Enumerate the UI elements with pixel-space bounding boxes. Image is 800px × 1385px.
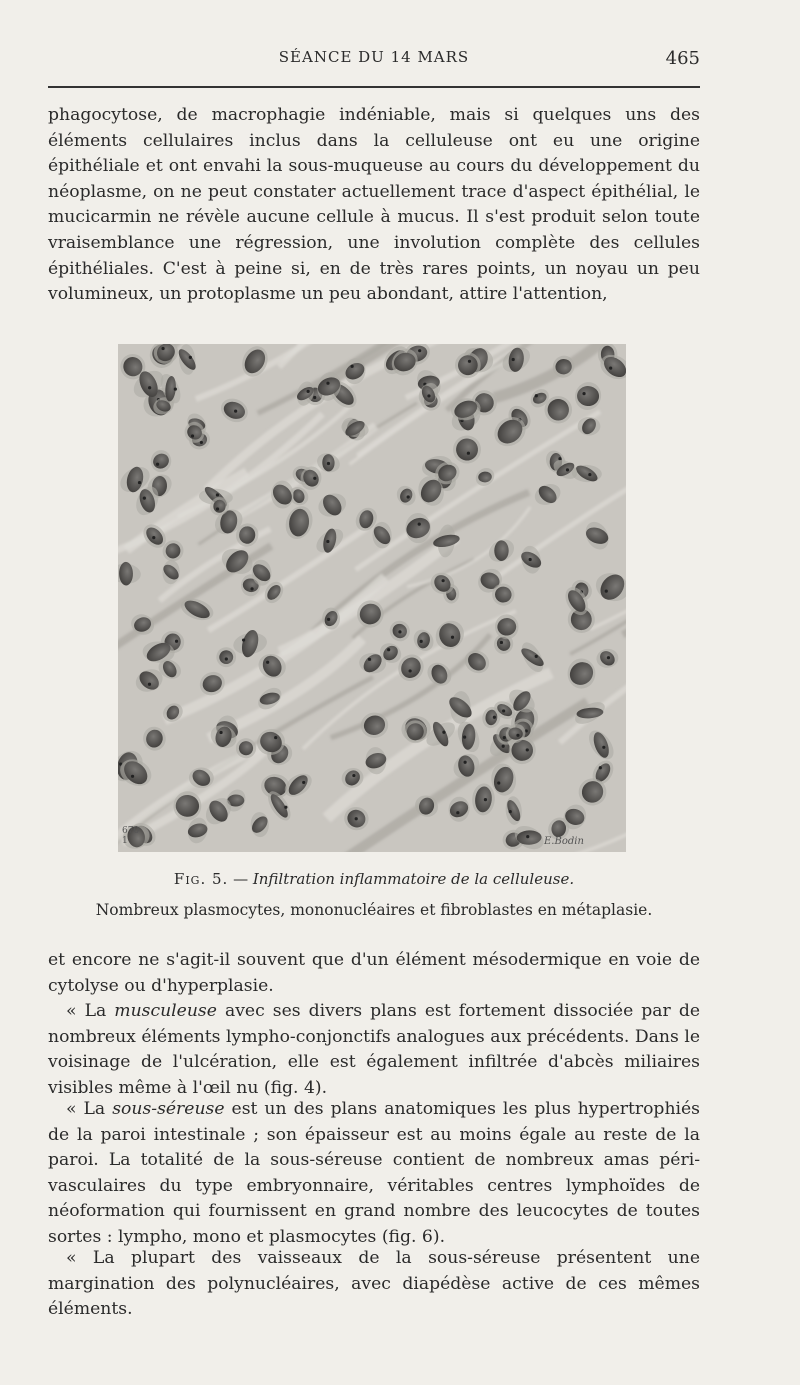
term-sous-sereuse: sous-séreuse [112,1099,225,1119]
page-number: 465 [665,48,700,69]
micrograph-image [118,344,626,852]
term-musculeuse: musculeuse [114,1001,217,1021]
figure-label: Fig. 5. [173,870,229,888]
figure-title: Infiltration inflammatoire de la celluleuse. [252,870,575,888]
paragraph-2 [48,948,700,999]
paragraph-text: phagocytose, de macrophagie indéniable, mais si quelques uns des éléments cellulaires inclus dans la celluleuse ont eu une origine épithéliale et ont envahi la sous-muqueuse au cours du développement du néoplasme, on ne peut constater actuellement trace d'aspect épithélial, le mucicarmin ne révèle aucune cellule à mucus. Il s'est produit selon toute vraisemblance une régression, une involution complète des cellules épithéliales. C'est à peine si, en de très rares points, un noyau un peu volumineux, un protoplasme un peu abondant, attire l'attention, [48,105,700,305]
header-rule [48,86,700,88]
paragraph-text: et encore ne s'agit-il souvent que d'un élément mésodermique en voie de cytolyse ou d'hyperplasie. [48,950,700,996]
paragraph-text: est un des plans anatomiques les plus hypertrophiés de la paroi intestinale ; son épaisseur est au moins égale au reste de la paroi. La totalité de la sous-séreuse contient de nombreux amas péri-vasculaires du type embryonnaire, véritables centres lymphoïdes de néoformation qui fournissent en grand nombre des leucocytes de toutes sortes : lympho, mono et plasmocytes (fig. 6). [48,1099,700,1247]
paragraph-sous-sereuse [48,1097,700,1251]
paragraph-open: « La [66,1001,115,1021]
figure-signature-left: 670 1 [122,826,140,846]
paragraph-text: « La plupart des vaisseaux de la sous-séreuse présentent une margination des polynucléaires, avec diapédèse active de ces mêmes éléments. [48,1248,700,1320]
paragraph-musculeuse [48,999,700,1101]
figure-caption [48,870,700,888]
page-header [48,48,700,72]
caption-dash: — [228,870,253,888]
micrograph-figure [118,344,626,852]
figure-signature-right: E.Bodin [544,836,584,847]
paragraph-vaisseaux [48,1246,700,1323]
paragraph-open: « La [66,1099,113,1119]
running-head: SÉANCE DU 14 MARS [278,48,470,66]
paragraph-continuation [48,103,700,308]
figure-legend: Nombreux plasmocytes, mononucléaires et fibroblastes en métaplasie. [95,901,653,919]
paragraph-text: avec ses divers plans est fortement dissociée par de nombreux éléments lympho-conjonctifs analogues aux précédents. Dans le voisinage de l'ulcération, elle est également infiltrée d'abcès miliaires visibles même à l'œil nu (fig. 4). [48,1001,700,1098]
